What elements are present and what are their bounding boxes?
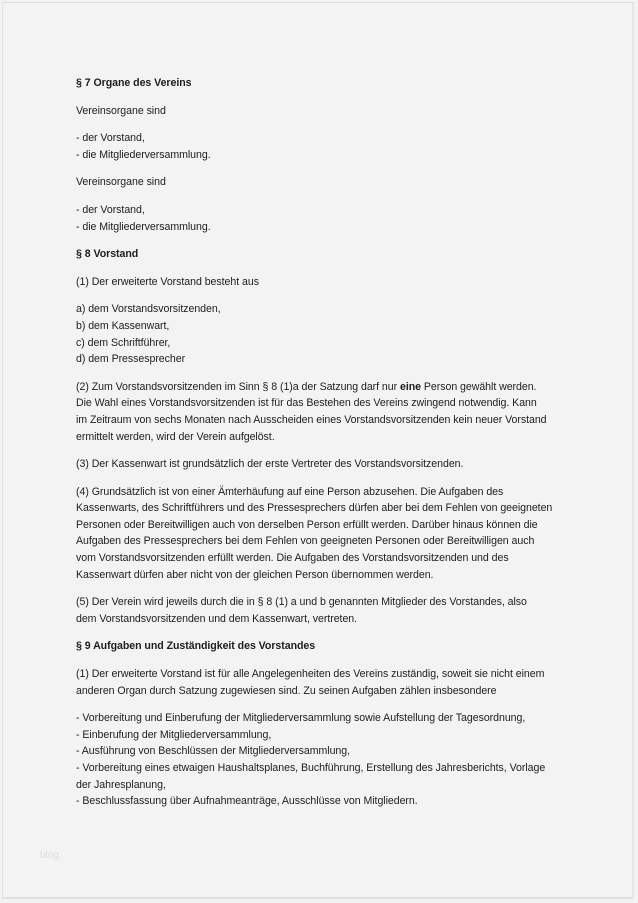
list-item: - Ausführung von Beschlüssen der Mitgliederversammlung,	[76, 745, 351, 758]
paragraph-line: ermittelt werden, wird der Verein aufgelöst.	[76, 430, 275, 443]
list-item: - Vorbereitung eines etwaigen Haushaltsplanes, Buchführung, Erstellung des Jahresberichts, Vorlage	[76, 762, 546, 774]
list-item: der Jahresplanung,	[76, 778, 166, 791]
watermark: blog	[40, 850, 59, 861]
section-9-heading: § 9 Aufgaben und Zuständigkeit des Vorstandes	[76, 640, 316, 653]
paragraph-line: Die Wahl eines Vorstandsvorsitzenden ist für das Bestehen des Vereins zwingend notwendig. Kann	[76, 397, 537, 410]
paragraph-line: (4) Grundsätzlich ist von einer Ämterhäufung auf eine Person abzusehen. Die Aufgaben des	[76, 485, 504, 498]
board-members-list	[76, 301, 576, 367]
paragraph-line: vom Vorstandsvorsitzenden erfüllt werden. Die Aufgaben des Vorstandsvorsitzenden und des	[76, 552, 509, 565]
section-7-intro-repeat: Vereinsorgane sind	[76, 176, 166, 189]
list-item: c) dem Schriftführer,	[76, 336, 171, 349]
paragraph-line: dem Vorstandsvorsitzenden und dem Kassenwart, vertreten.	[76, 612, 358, 625]
section-8-paragraph-5	[76, 594, 576, 627]
section-8-paragraph-2	[76, 379, 576, 445]
list-item: b) dem Kassenwart,	[76, 319, 170, 332]
list-item: - der Vorstand,	[76, 132, 145, 145]
board-tasks-list	[76, 710, 576, 810]
section-7-heading: § 7 Organe des Vereins	[76, 77, 192, 89]
section-7-organs-list	[76, 130, 576, 163]
section-8-paragraph-1: (1) Der erweiterte Vorstand besteht aus	[76, 275, 259, 288]
paragraph-line: (1) Der erweiterte Vorstand ist für alle Angelegenheiten des Vereins zuständig, soweit sie nicht einem	[76, 668, 545, 681]
list-item: - Einberufung der Mitgliederversammlung,	[76, 728, 272, 741]
section-8-heading: § 8 Vorstand	[76, 248, 139, 261]
list-item: a) dem Vorstandsvorsitzenden,	[76, 303, 221, 316]
paragraph-line: Personen oder Bereitwilligen auch von derselben Person erfüllt werden. Darüber hinaus können die	[76, 518, 538, 531]
list-item: - der Vorstand,	[76, 203, 145, 216]
list-item: - die Mitgliederversammlung.	[76, 220, 211, 233]
list-item: - die Mitgliederversammlung.	[76, 148, 211, 161]
paragraph-line: anderen Organ durch Satzung zugewiesen sind. Zu seinen Aufgaben zählen insbesondere	[76, 684, 497, 697]
paragraph-line: Kassenwarts, des Schriftführers und des Pressesprechers dürfen aber bei dem Fehlen von geeigneten	[76, 502, 553, 515]
section-8-paragraph-4	[76, 484, 576, 584]
emphasis-eine: eine	[400, 380, 421, 393]
section-8-paragraph-3: (3) Der Kassenwart ist grundsätzlich der erste Vertreter des Vorstandsvorsitzenden.	[76, 458, 464, 471]
section-9-paragraph-1	[76, 666, 576, 699]
section-7-organs-list-repeat	[76, 202, 576, 235]
text-run: (2) Zum Vorstandsvorsitzenden im Sinn § 8 (1)a der Satzung darf nur	[76, 380, 400, 393]
list-item: - Beschlussfassung über Aufnahmeanträge, Ausschlüsse von Mitgliedern.	[76, 795, 418, 808]
paragraph-line	[76, 379, 576, 396]
list-item: d) dem Pressesprecher	[76, 353, 186, 366]
list-item: - Vorbereitung und Einberufung der Mitgliederversammlung sowie Aufstellung der Tagesordnung,	[76, 712, 526, 725]
paragraph-line: im Zeitraum von sechs Monaten nach Ausscheiden eines Vorstandsvorsitzenden kein neuer Vorstand	[76, 413, 547, 426]
paragraph-line: (5) Der Verein wird jeweils durch die in § 8 (1) a und b genannten Mitglieder des Vorstandes, also	[76, 596, 527, 609]
paragraph-line: Kassenwart dürfen aber nicht von der gleichen Person übernommen werden.	[76, 568, 434, 581]
text-run: Person gewählt werden.	[421, 380, 537, 393]
document-body	[76, 75, 576, 821]
paragraph-line: Aufgaben des Pressesprechers bei dem Fehlen von geeigneten Personen oder Bereitwilligen auch	[76, 535, 535, 548]
section-7-intro: Vereinsorgane sind	[76, 104, 166, 117]
